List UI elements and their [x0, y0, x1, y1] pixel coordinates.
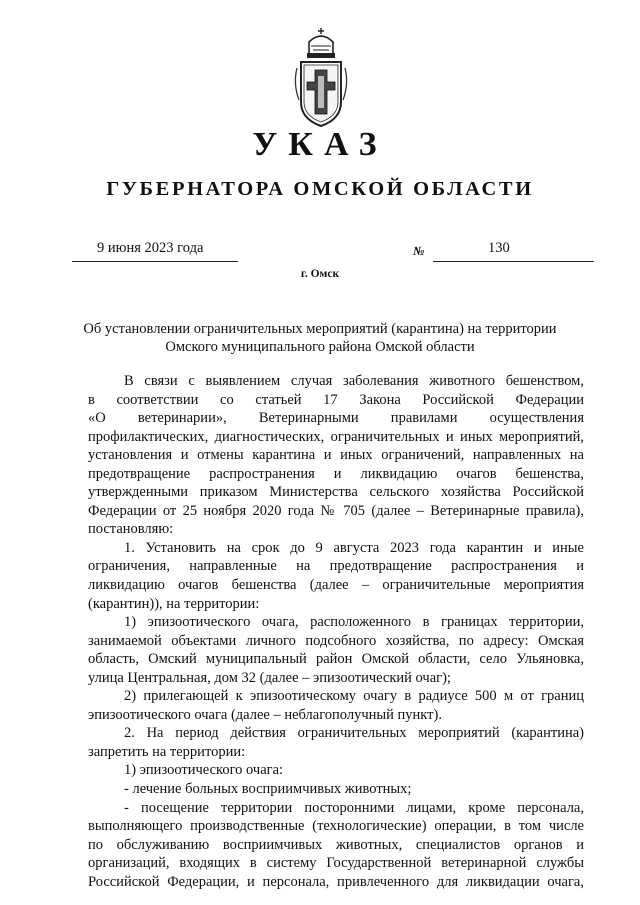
body-line: Российской Федерации, и персонала, привлеченного для ликвидации очага,	[88, 873, 584, 890]
document-title: УКАЗ	[252, 126, 388, 163]
body-line: утвержденными приказом Министерства сельского хозяйства Российской	[88, 484, 584, 501]
document-subject	[60, 320, 580, 356]
document-city: г. Омск	[300, 268, 340, 280]
body-line: Федерации от 25 ноября 2020 года № 705 (далее – Ветеринарные правила),	[88, 502, 584, 519]
document-body	[88, 372, 584, 891]
body-line: предотвращение распространения и ликвидацию очагов бешенства,	[88, 465, 584, 482]
body-line: область, Омский муниципальный район Омской области, село Ульяновка,	[88, 651, 584, 668]
body-line: (карантин)), на территории:	[88, 595, 260, 612]
body-line: организаций, входящих в систему Государственной ветеринарной службы	[88, 855, 584, 872]
body-line: - посещение территории посторонними лицами, кроме персонала,	[124, 799, 584, 816]
subject-line: Об установлении ограничительных мероприятий (карантина) на территории	[83, 321, 557, 337]
body-line: ликвидацию очагов бешенства (далее – ограничительные мероприятия	[88, 577, 584, 594]
subject-line: Омского муниципального района Омской области	[165, 339, 475, 355]
body-line: 1. Установить на срок до 9 августа 2023 года карантин и иные	[124, 539, 584, 556]
body-line: установления и отмены карантина и иных ограничений, направленных на	[88, 447, 584, 464]
omsk-coat-of-arms-icon	[291, 24, 351, 132]
date-field	[72, 240, 238, 262]
document-date: 9 июня 2023 года	[97, 240, 204, 256]
body-line: запретить на территории:	[88, 743, 246, 760]
body-line: 2. На период действия ограничительных мероприятий (карантина)	[124, 725, 584, 742]
body-line: 1) эпизоотического очага, расположенного в границах территории,	[124, 614, 584, 631]
body-line: 2) прилегающей к эпизоотическому очагу в радиусе 500 м от границ	[124, 688, 584, 705]
body-line: - лечение больных восприимчивых животных;	[124, 781, 412, 798]
body-line: эпизоотического очага (далее – неблагополучный пункт).	[88, 706, 442, 723]
body-line: профилактических, диагностических, ограничительных и иных мероприятий,	[88, 428, 584, 445]
document-number: 130	[488, 240, 510, 256]
body-line: В связи с выявлением случая заболевания животного бешенством,	[124, 373, 584, 389]
body-line: постановляю:	[88, 521, 174, 538]
body-line: в соответствии со статьей 17 Закона Российской Федерации	[88, 391, 584, 408]
body-line: по обслуживанию восприимчивых животных, специалистов органов и	[88, 836, 584, 853]
body-line: улица Центральная, дом 32 (далее – эпизоотический очаг);	[88, 669, 451, 686]
body-line: занимаемой объектами личного подсобного хозяйства, по адресу: Омская	[88, 632, 584, 649]
body-line: ограничения, направленные на предотвращение распространения и	[88, 558, 584, 575]
body-line: «О ветеринарии», Ветеринарными правилами осуществления	[88, 410, 584, 427]
number-field	[433, 240, 594, 262]
body-line: выполняющего производственные (технологические) операции, в том числе	[88, 818, 584, 835]
number-label: №	[413, 244, 425, 258]
body-line: 1) эпизоотического очага:	[124, 762, 284, 779]
document-subtitle: ГУБЕРНАТОРА ОМСКОЙ ОБЛАСТИ	[106, 178, 534, 200]
